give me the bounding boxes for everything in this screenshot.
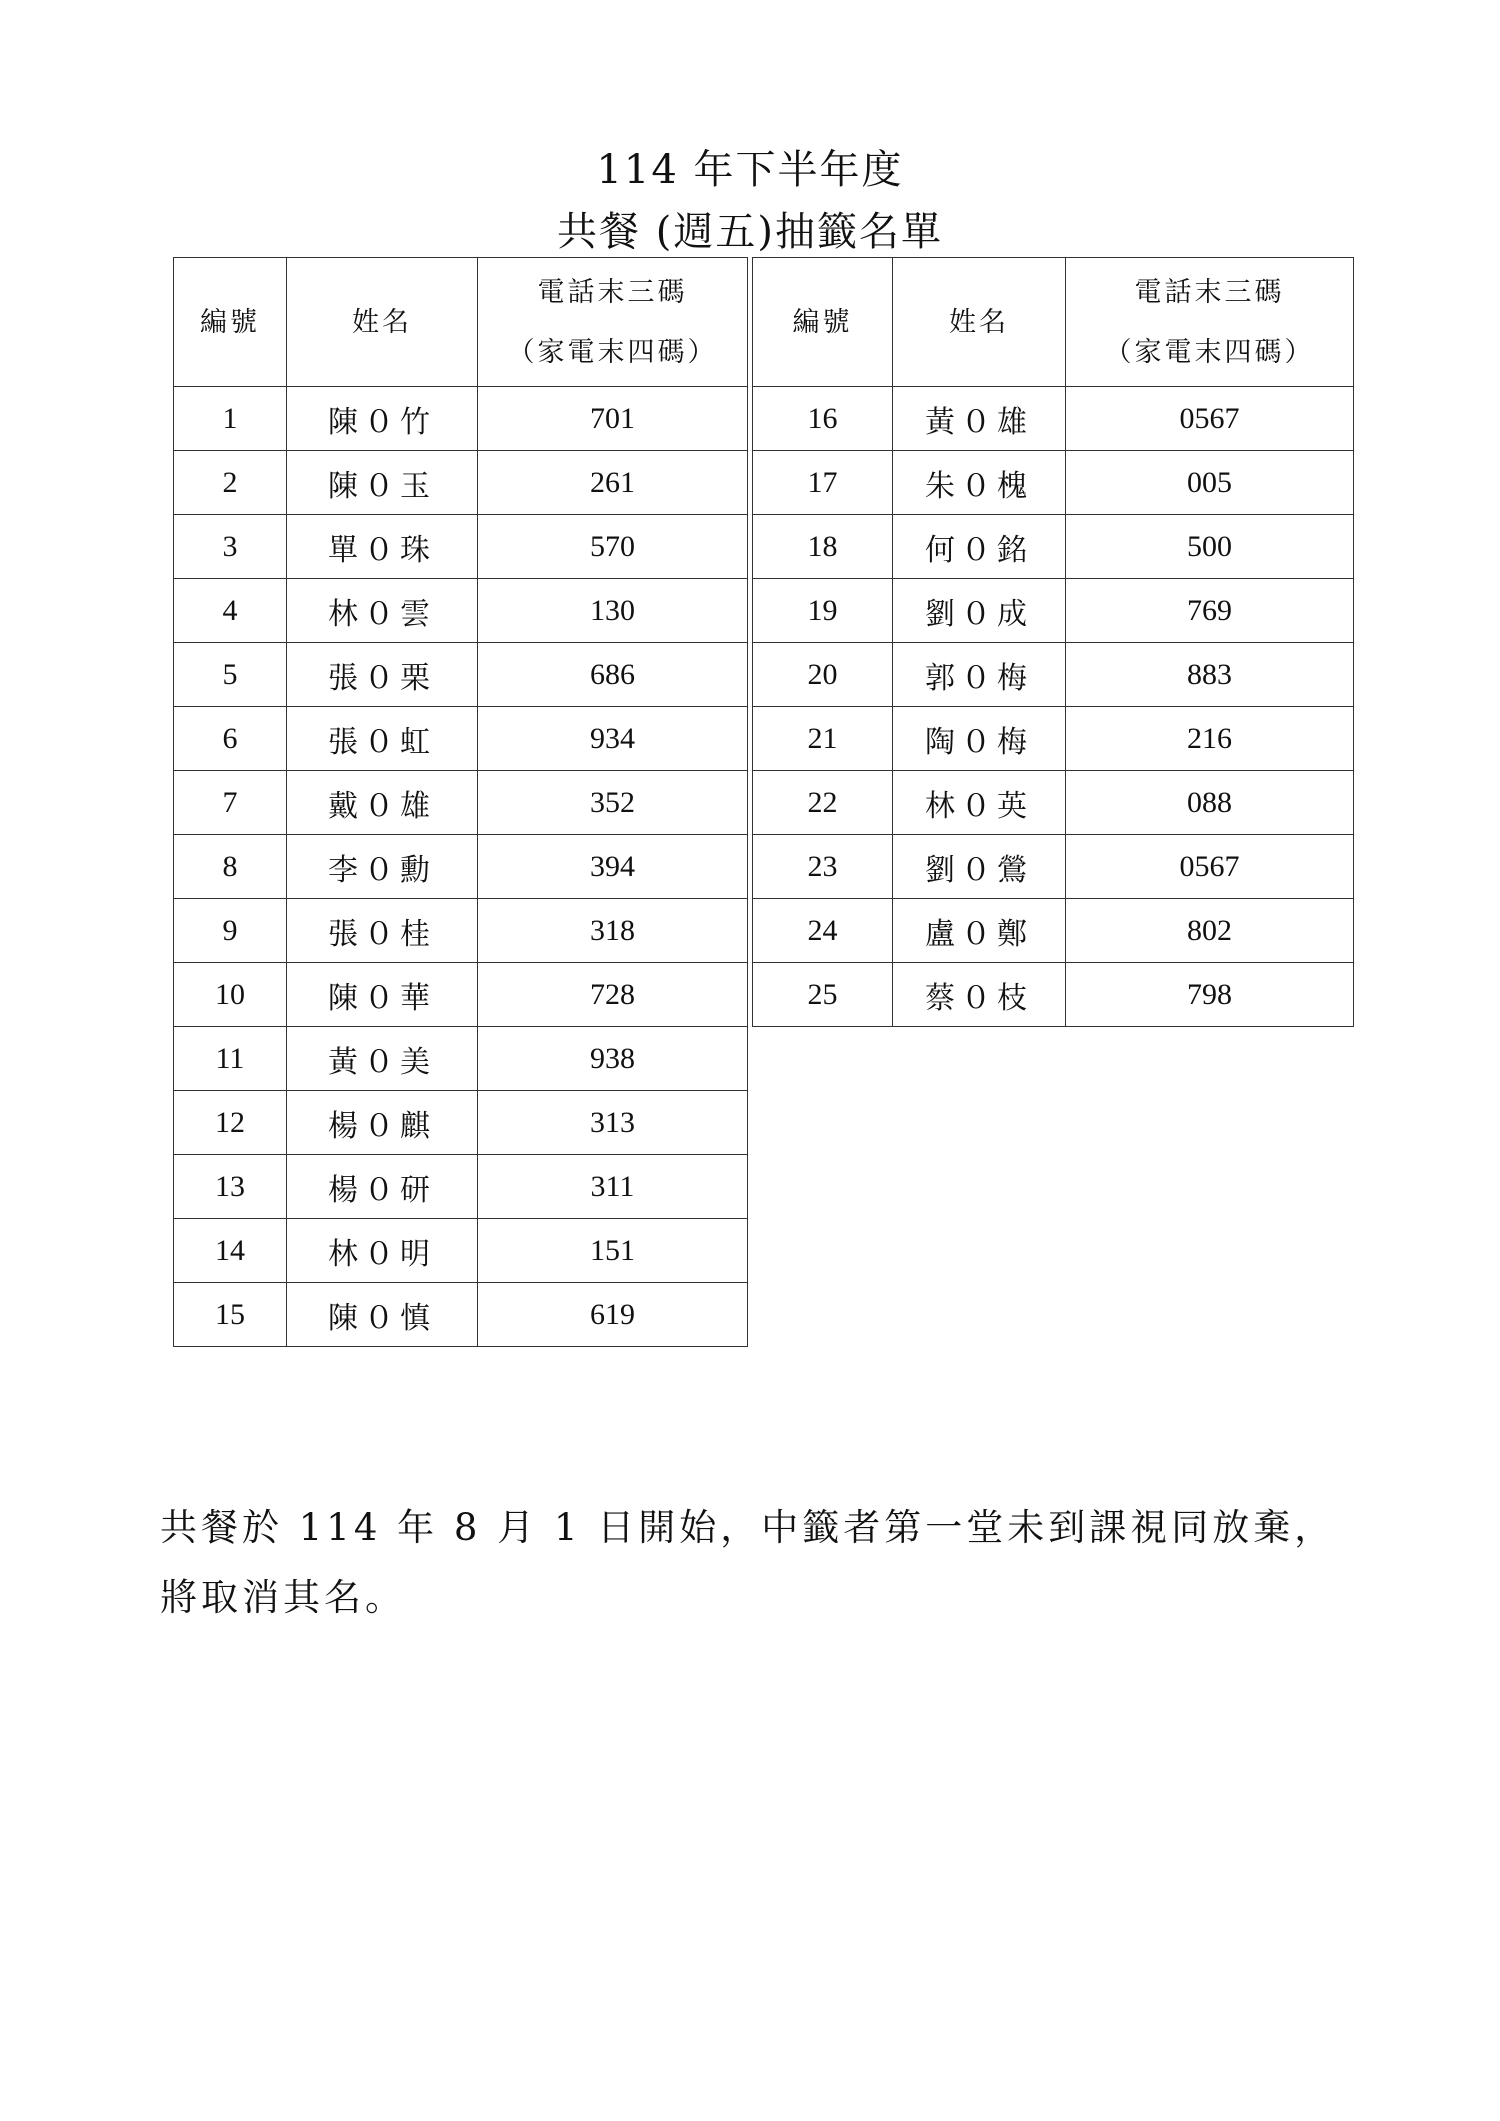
row-name: 黃０雄 [893, 387, 1066, 451]
row-name: 陳０竹 [287, 387, 478, 451]
row-number: 1 [174, 387, 287, 451]
row-phone: 686 [478, 643, 748, 707]
table-row [753, 451, 1354, 515]
row-name: 張０桂 [287, 899, 478, 963]
table-row [753, 835, 1354, 899]
row-number: 9 [174, 899, 287, 963]
row-name: 林０英 [893, 771, 1066, 835]
row-phone: 500 [1066, 515, 1354, 579]
notice-line2: 將取消其名。 [160, 1576, 406, 1619]
row-name: 陳０華 [287, 963, 478, 1027]
row-number: 15 [174, 1283, 287, 1347]
row-number: 12 [174, 1091, 287, 1155]
header-phone-line2: （家電末四碼） [1104, 337, 1315, 367]
row-number: 13 [174, 1155, 287, 1219]
row-phone: 938 [478, 1027, 748, 1091]
row-number: 14 [174, 1219, 287, 1283]
table-row [753, 515, 1354, 579]
row-name: 陳０慎 [287, 1283, 478, 1347]
row-phone: 394 [478, 835, 748, 899]
header-name: 姓名 [893, 258, 1066, 387]
row-phone: 701 [478, 387, 748, 451]
header-name: 姓名 [287, 258, 478, 387]
row-phone: 619 [478, 1283, 748, 1347]
header-row [753, 258, 1354, 387]
row-number: 18 [753, 515, 893, 579]
row-name: 盧０鄭 [893, 899, 1066, 963]
row-name: 朱０槐 [893, 451, 1066, 515]
row-number: 16 [753, 387, 893, 451]
row-phone: 934 [478, 707, 748, 771]
row-number: 25 [753, 963, 893, 1027]
page-title-list: 共餐 (週五)抽籤名單 [557, 209, 943, 255]
table-row [174, 515, 748, 579]
row-phone: 728 [478, 963, 748, 1027]
row-phone: 130 [478, 579, 748, 643]
table-row [174, 1219, 748, 1283]
row-phone: 883 [1066, 643, 1354, 707]
row-phone: 0567 [1066, 387, 1354, 451]
table-row [753, 643, 1354, 707]
table-row [174, 579, 748, 643]
row-phone: 088 [1066, 771, 1354, 835]
page-title-year: 114 年下半年度 [596, 147, 904, 193]
row-number: 7 [174, 771, 287, 835]
row-number: 5 [174, 643, 287, 707]
header-phone-line1: 電話末三碼 [537, 277, 688, 307]
row-phone: 769 [1066, 579, 1354, 643]
row-phone: 798 [1066, 963, 1354, 1027]
row-number: 23 [753, 835, 893, 899]
row-phone: 352 [478, 771, 748, 835]
row-number: 3 [174, 515, 287, 579]
row-number: 8 [174, 835, 287, 899]
row-name: 陶０梅 [893, 707, 1066, 771]
table-row [174, 387, 748, 451]
table-row [174, 835, 748, 899]
header-row [174, 258, 748, 387]
row-name: 黃０美 [287, 1027, 478, 1091]
row-number: 19 [753, 579, 893, 643]
table-row [753, 579, 1354, 643]
table-row [174, 963, 748, 1027]
row-number: 10 [174, 963, 287, 1027]
row-phone: 261 [478, 451, 748, 515]
row-name: 林０雲 [287, 579, 478, 643]
row-number: 6 [174, 707, 287, 771]
row-name: 劉０成 [893, 579, 1066, 643]
row-name: 蔡０枝 [893, 963, 1066, 1027]
table-row [753, 963, 1354, 1027]
roster-table-right [752, 257, 1354, 1027]
row-phone: 151 [478, 1219, 748, 1283]
table-row [174, 643, 748, 707]
row-number: 22 [753, 771, 893, 835]
row-name: 林０明 [287, 1219, 478, 1283]
row-phone: 216 [1066, 707, 1354, 771]
row-phone: 311 [478, 1155, 748, 1219]
row-number: 4 [174, 579, 287, 643]
row-phone: 570 [478, 515, 748, 579]
table-row [753, 771, 1354, 835]
table-row [174, 707, 748, 771]
table-row [753, 899, 1354, 963]
row-name: 戴０雄 [287, 771, 478, 835]
row-name: 單０珠 [287, 515, 478, 579]
row-name: 陳０玉 [287, 451, 478, 515]
table-row [174, 771, 748, 835]
header-phone [478, 258, 748, 387]
table-row [174, 1027, 748, 1091]
header-number: 編號 [174, 258, 287, 387]
table-row [753, 387, 1354, 451]
row-number: 21 [753, 707, 893, 771]
row-name: 李０勳 [287, 835, 478, 899]
row-name: 郭０梅 [893, 643, 1066, 707]
row-number: 17 [753, 451, 893, 515]
row-phone: 313 [478, 1091, 748, 1155]
roster-table-left [173, 257, 748, 1347]
header-phone-line2: （家電末四碼） [507, 337, 718, 367]
row-number: 2 [174, 451, 287, 515]
row-name: 楊０麒 [287, 1091, 478, 1155]
notice-line1: 共餐於 114 年 8 月 1 日開始，中籤者第一堂未到課視同放棄， [160, 1506, 1336, 1549]
row-name: 楊０研 [287, 1155, 478, 1219]
header-phone [1066, 258, 1354, 387]
row-phone: 318 [478, 899, 748, 963]
table-row [174, 1283, 748, 1347]
header-phone-line1: 電話末三碼 [1134, 277, 1285, 307]
table-row [174, 1155, 748, 1219]
table-row [753, 707, 1354, 771]
row-number: 20 [753, 643, 893, 707]
row-phone: 802 [1066, 899, 1354, 963]
row-number: 24 [753, 899, 893, 963]
row-name: 劉０鶯 [893, 835, 1066, 899]
row-name: 張０虹 [287, 707, 478, 771]
notice-text [160, 1493, 1360, 1633]
header-number: 編號 [753, 258, 893, 387]
table-row [174, 451, 748, 515]
row-number: 11 [174, 1027, 287, 1091]
row-phone: 0567 [1066, 835, 1354, 899]
table-row [174, 1091, 748, 1155]
row-phone: 005 [1066, 451, 1354, 515]
row-name: 何０銘 [893, 515, 1066, 579]
row-name: 張０栗 [287, 643, 478, 707]
table-row [174, 899, 748, 963]
